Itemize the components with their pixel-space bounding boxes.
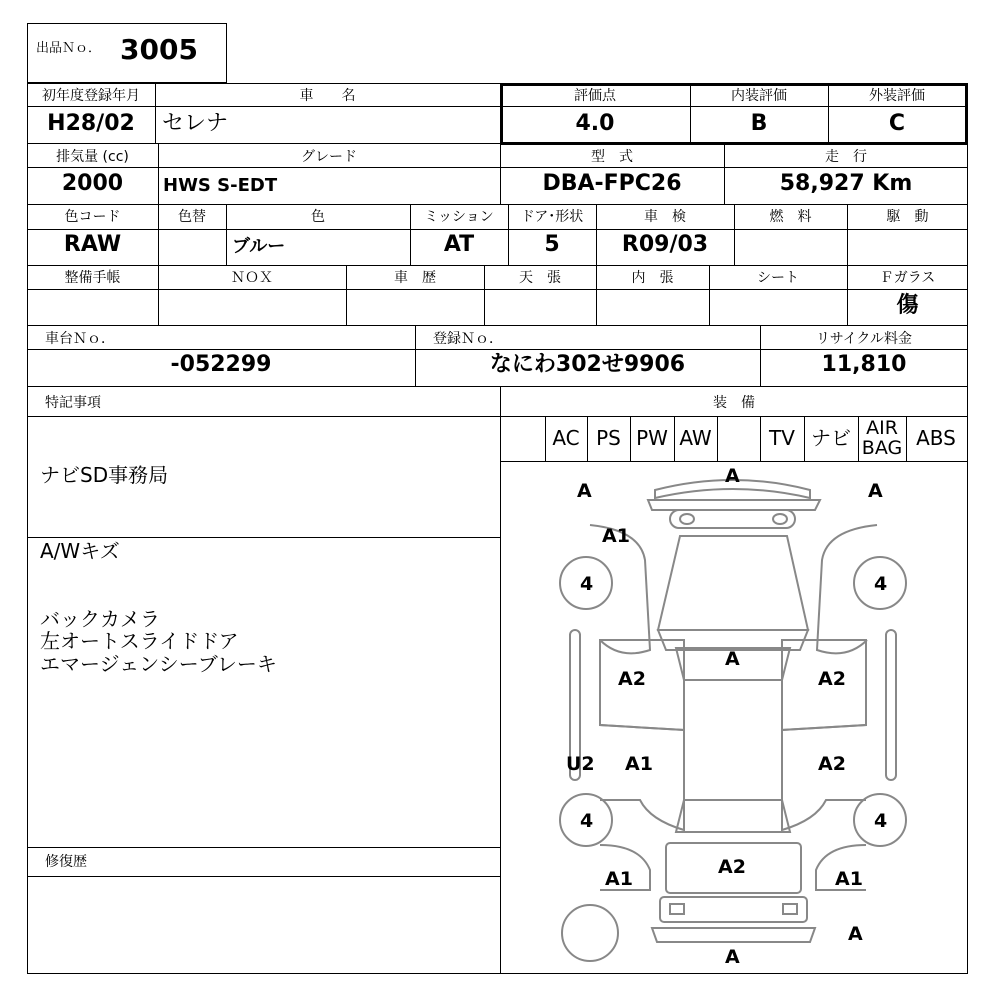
model-value: DBA-FPC26 (542, 171, 682, 196)
equip-ps: PS (596, 426, 621, 450)
repair-history-label: 修復歴 (45, 854, 87, 870)
interior-roof-label: 内 張 (631, 270, 674, 286)
exterior-grade-label: 外装評価 (869, 88, 925, 104)
fuel-label: 燃 料 (769, 209, 812, 225)
recycle-value: 11,810 (821, 352, 907, 377)
equip-airbag: AIR BAG (861, 417, 903, 459)
model-label: 型 式 (591, 149, 633, 165)
equipment-label: 装 備 (713, 395, 755, 411)
equip-abs: ABS (916, 426, 956, 450)
notes-line: エマージェンシーブレーキ (40, 652, 277, 676)
front-glass-value: 傷 (896, 293, 919, 318)
damage-rear-bottom: A (725, 946, 740, 968)
notes-line: 左オートスライドドア (40, 629, 239, 653)
nox-label: ＮＯＸ (231, 270, 273, 286)
damage-hood-left: A1 (602, 525, 630, 547)
notes-line: A/Wキズ (40, 539, 120, 563)
car-diagram (501, 462, 967, 973)
registration-value: なにわ302せ9906 (489, 352, 686, 377)
color-value: ブルー (232, 236, 286, 257)
tire-front-left: 4 (580, 573, 594, 595)
door-value: 5 (544, 232, 560, 257)
mission-label: ミッション (424, 209, 494, 225)
equip-ac: AC (552, 426, 580, 450)
seat-label: シート (757, 270, 799, 286)
inspection-value: R09/03 (621, 232, 709, 257)
car-name-label: 車 名 (299, 88, 356, 104)
lot-number: 3005 (120, 33, 198, 66)
interior-grade-label: 内装評価 (731, 88, 787, 104)
equip-navi: ナビ (811, 426, 851, 450)
mileage-value: 58,927 Km (779, 171, 913, 196)
displacement-label: 排気量 (cc) (56, 149, 129, 165)
chassis-label: 車台Ｎｏ． (45, 331, 115, 347)
year-value: H28/02 (47, 111, 135, 136)
mission-value: AT (443, 232, 475, 257)
notes-label: 特記事項 (45, 395, 101, 411)
lot-number-label: 出品Ｎｏ． (36, 41, 102, 56)
car-name-value: セレナ (162, 111, 229, 136)
registration-label: 登録Ｎｏ． (433, 331, 503, 347)
drive-label: 駆 動 (886, 209, 929, 225)
damage-right-rear-door: A2 (818, 753, 846, 775)
notes-line: ナビSD事務局 (40, 463, 169, 487)
equip-aw: AW (679, 426, 712, 450)
grade-label: グレード (301, 149, 357, 165)
damage-left-front-door: A2 (618, 668, 646, 690)
score-label: 評価点 (574, 88, 616, 104)
interior-grade-value: B (750, 111, 768, 136)
tire-rear-right: 4 (874, 810, 888, 832)
damage-left-rocker: U2 (566, 753, 595, 775)
recycle-label: リサイクル料金 (815, 331, 913, 347)
notes-line: バックカメラ (40, 607, 160, 631)
sunroof-label: 天 張 (519, 270, 561, 286)
damage-right-front-door: A2 (818, 668, 846, 690)
color-label: 色 (311, 209, 325, 225)
grade-value: HWS S-EDT (163, 175, 278, 196)
equip-tv: TV (769, 426, 795, 450)
year-label: 初年度登録年月 (42, 88, 140, 104)
damage-rear-bumper-right: A (848, 923, 863, 945)
repaint-label: 色替 (178, 209, 206, 225)
damage-left-rear-door: A1 (625, 753, 653, 775)
damage-rear-center: A2 (718, 856, 746, 878)
mileage-label: 走 行 (825, 149, 867, 165)
score-value: 4.0 (575, 111, 615, 136)
car-history-label: 車 歴 (394, 270, 436, 286)
damage-front-center: A (725, 465, 740, 487)
service-record-label: 整備手帳 (64, 270, 121, 286)
chassis-value: -052299 (170, 352, 272, 377)
displacement-value: 2000 (61, 171, 124, 196)
tire-rear-left: 4 (580, 810, 594, 832)
inspection-label: 車 検 (644, 209, 686, 225)
front-glass-label: Ｆガラス (879, 270, 936, 286)
damage-front-left: A (577, 480, 592, 502)
damage-rear-right: A1 (835, 868, 863, 890)
color-code-value: RAW (63, 232, 122, 257)
door-label: ドア･形状 (520, 209, 584, 225)
damage-rear-left: A1 (605, 868, 633, 890)
exterior-grade-value: C (888, 111, 906, 136)
equip-pw: PW (636, 426, 668, 450)
damage-roof: A (725, 648, 740, 670)
color-code-label: 色コード (64, 209, 121, 225)
tire-front-right: 4 (874, 573, 888, 595)
damage-front-right: A (868, 480, 883, 502)
